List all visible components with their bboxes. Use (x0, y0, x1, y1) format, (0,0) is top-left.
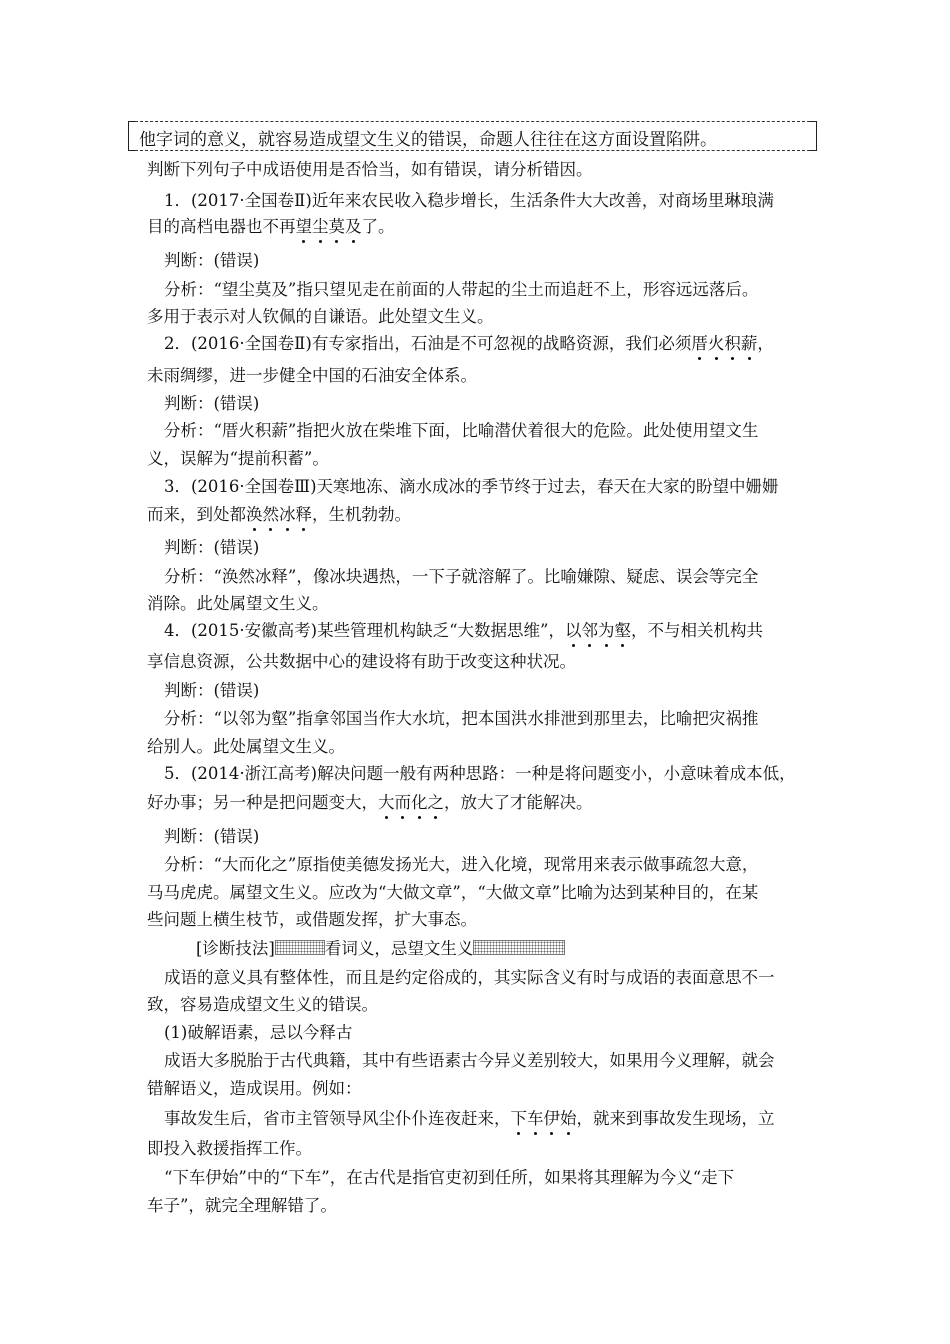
analysis-1-line-2: 多用于表示对人钦佩的自谦语。此处望文生义。 (147, 307, 494, 326)
paragraph-1-line-1: 成语的意义具有整体性，而且是约定俗成的，其实际含义有时与成语的表面意思不一 (164, 968, 775, 987)
idiom-underdot: 下车伊始 (510, 1109, 577, 1128)
paragraph-2-line-2: 错解语义，造成误用。例如： (147, 1079, 362, 1098)
note-text: 他字词的意义，就容易造成望文生义的错误，命题人往往在这方面设置陷阱。 (139, 130, 717, 150)
example-line-1: 事故发生后，省市主管领导风尘仆仆连夜赶来，下车伊始，就来到事故发生现场，立 (164, 1109, 775, 1128)
question-5-line-1: 5．(2014·浙江高考)解决问题一般有两种思路：一种是将问题变小，小意味着成本低， (164, 764, 796, 783)
question-1-line-1: 1．(2017·全国卷Ⅱ)近年来农民收入稳步增长，生活条件大大改善，对商场里琳琅满 (164, 191, 774, 210)
question-3-line-1: 3．(2016·全国卷Ⅲ)天寒地冻、滴水成冰的季节终于过去，春天在大家的盼望中姗姗 (164, 477, 779, 496)
subheading-1: (1)破解语素，忌以今释古 (164, 1023, 353, 1042)
analysis-1-line-1: 分析：“望尘莫及”指只望见走在前面的人带起的尘土而追赶不上，形容远远落后。 (164, 280, 759, 299)
judgement-5: 判断：(错误) (164, 827, 260, 846)
analysis-2-line-2: 义，误解为“提前积蓄”。 (147, 449, 329, 468)
question-2-line-2: 未雨绸缪，进一步健全中国的石油安全体系。 (147, 366, 477, 385)
question-3-line-2: 而来，到处都涣然冰释，生机勃勃。 (147, 505, 411, 524)
analysis-4-line-1: 分析：“以邻为壑”指拿邻国当作大水坑，把本国洪水排泄到那里去，比喻把灾祸推 (164, 709, 759, 728)
question-4-line-1: 4．(2015·安徽高考)某些管理机构缺乏“大数据思维”，以邻为壑，不与相关机构共 (164, 621, 763, 640)
analysis-3-line-1: 分析：“涣然冰释”，像冰块遇热，一下子就溶解了。比喻嫌隙、疑虑、误会等完全 (164, 567, 759, 586)
hatched-bar-left (275, 940, 325, 955)
judgement-1: 判断：(错误) (164, 251, 260, 270)
judgement-3: 判断：(错误) (164, 538, 260, 557)
hatched-bar-right (473, 940, 565, 955)
example-line-2: 即投入救援指挥工作。 (147, 1139, 312, 1158)
instruction: 判断下列句子中成语使用是否恰当，如有错误，请分析错因。 (147, 160, 593, 179)
analysis-5-line-3: 些问题上横生枝节，或借题发挥，扩大事态。 (147, 910, 477, 929)
question-4-line-2: 享信息资源，公共数据中心的建设将有助于改变这种状况。 (147, 652, 576, 671)
idiom-underdot: 大而化之 (378, 793, 444, 812)
continued-note-box (128, 121, 817, 151)
paragraph-3-line-1: “下车伊始”中的“下车”，在古代是指官吏初到任所，如果将其理解为今义“走下 (164, 1168, 735, 1187)
idiom-underdot: 以邻为壑 (564, 621, 631, 640)
judgement-2: 判断：(错误) (164, 394, 260, 413)
technique-heading: [诊断技法] 看词义，忌望文生义 (196, 938, 565, 960)
idiom-underdot: 涣然冰释 (246, 505, 312, 524)
analysis-2-line-1: 分析：“厝火积薪”指把火放在柴堆下面，比喻潜伏着很大的危险。此处使用望文生 (164, 421, 759, 440)
analysis-3-line-2: 消除。此处属望文生义。 (147, 594, 329, 613)
judgement-4: 判断：(错误) (164, 681, 260, 700)
paragraph-3-line-2: 车子”，就完全理解错了。 (147, 1196, 337, 1215)
analysis-4-line-2: 给别人。此处属望文生义。 (147, 737, 345, 756)
analysis-5-line-1: 分析：“大而化之”原指使美德发扬光大，进入化境，现常用来表示做事疏忽大意， (164, 855, 759, 874)
paragraph-2-line-1: 成语大多脱胎于古代典籍，其中有些语素古今异义差别较大，如果用今义理解，就会 (164, 1051, 775, 1070)
idiom-underdot: 望尘莫及 (295, 217, 362, 236)
idiom-underdot: 厝火积薪 (691, 334, 758, 353)
question-2-line-1: 2．(2016·全国卷Ⅱ)有专家指出，石油是不可忽视的战略资源，我们必须厝火积薪， (164, 334, 774, 353)
question-1-line-2: 目的高档电器也不再望尘莫及了。 (147, 217, 395, 236)
question-5-line-2: 好办事；另一种是把问题变大，大而化之，放大了才能解决。 (147, 793, 593, 812)
analysis-5-line-2: 马马虎虎。属望文生义。应改为“大做文章”，“大做文章”比喻为达到某种目的，在某 (147, 883, 759, 902)
paragraph-1-line-2: 致，容易造成望文生义的错误。 (147, 995, 378, 1014)
